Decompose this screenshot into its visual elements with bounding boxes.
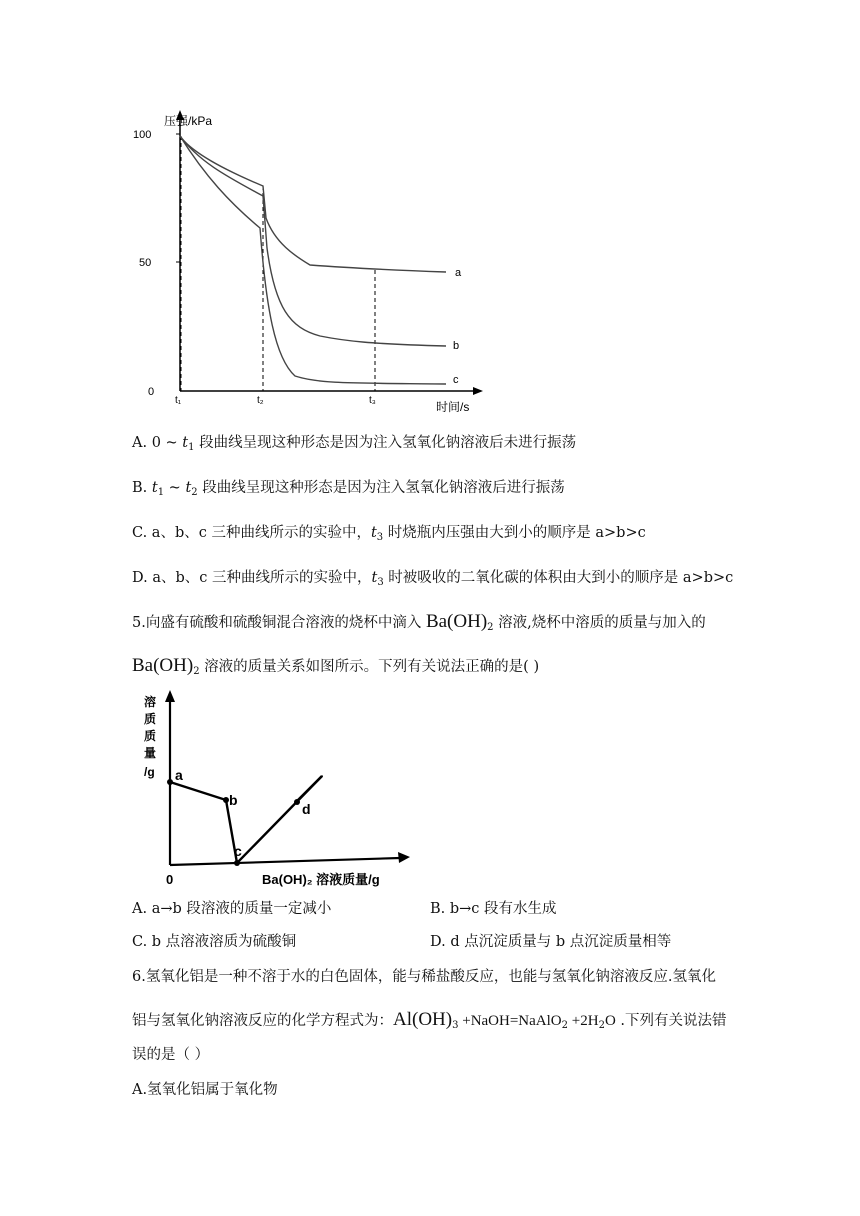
q4-c-text: 时烧瓶内压强由大到小的顺序是 a>b>c: [383, 525, 646, 541]
q6-eq-sub2: 2: [561, 1020, 569, 1031]
point-c: [234, 860, 240, 866]
q5-line1-suffix: 溶液,烧杯中溶质的质量与加入的: [493, 615, 706, 631]
point-a: [167, 779, 173, 785]
y-label-char-5: /g: [144, 765, 155, 779]
q4-a-var: t: [182, 435, 189, 451]
q5-option-a: A. a→b 段溶液的质量一定减小: [132, 901, 332, 917]
q4-option-b: [132, 478, 565, 503]
x-tick-t2: t₂: [257, 395, 264, 406]
data-line-c-d: [295, 776, 322, 803]
q4-c-prefix: C. a、b、c 三种曲线所示的实验中，: [132, 525, 371, 541]
q4-d-text: 时被吸收的二氧化碳的体积由大到小的顺序是 a>b>c: [383, 570, 734, 586]
q6-eq-sub3: 2: [598, 1020, 605, 1031]
point-label-a: a: [175, 767, 183, 783]
point-label-d: d: [302, 801, 311, 817]
q4-c-var: t: [370, 525, 377, 541]
q6-stem-line2: [132, 1010, 727, 1036]
q4-a-text: 段曲线呈现这种形态是因为注入氢氧化钠溶液后未进行振荡: [194, 435, 577, 451]
y-tick-label-100: 100: [133, 129, 152, 141]
q6-eq-part4: O: [604, 1013, 616, 1029]
x-axis-label: Ba(OH)₂ 溶液质量/g: [262, 872, 380, 887]
q5-formula-2-sub: 2: [193, 666, 200, 677]
point-d: [294, 799, 300, 805]
q5-formula-1: Ba(OH): [425, 611, 488, 632]
q6-eq-part2: +NaOH=NaAlO: [458, 1013, 562, 1029]
q4-d-sub: 3: [377, 577, 384, 588]
y-label-char-2: 质: [144, 712, 157, 726]
point-label-c: c: [234, 843, 242, 859]
q5-formula-1-sub: 2: [487, 622, 494, 633]
q4-b-mid: ~: [164, 480, 186, 496]
q5-formula-2: Ba(OH): [132, 655, 194, 676]
q6-stem-line3: 误的是（ ）: [132, 1047, 210, 1063]
q6-eq-sub1: 3: [452, 1020, 459, 1031]
q6-eq-part3: +2H: [568, 1013, 599, 1029]
curve-a: [180, 136, 446, 272]
data-line: [170, 776, 322, 863]
solute-mass-chart: [140, 688, 420, 893]
q5-stem-line2: [132, 656, 539, 682]
q4-option-d: [132, 568, 733, 593]
q6-line2-prefix: 铝与氢氧化钠溶液反应的化学方程式为：: [132, 1013, 393, 1029]
x-tick-t1: t₁: [175, 395, 182, 406]
y-label-char-1: 溶: [144, 695, 157, 709]
q4-b-prefix: B.: [132, 480, 152, 496]
q5-line2-suffix: 溶液的质量关系如图所示。下列有关说法正确的是( ): [199, 659, 540, 675]
q4-b-var1: t: [151, 480, 158, 496]
pressure-time-chart: [130, 108, 490, 418]
series-label-c: c: [453, 374, 459, 386]
x-tick-t3: t₃: [369, 395, 376, 406]
q6-option-a: A.氢氧化铝属于氧化物: [132, 1082, 278, 1098]
y-tick-label-0: 0: [148, 386, 155, 398]
x-axis-arrow: [473, 387, 483, 395]
q5-line1-prefix: 5.向盛有硫酸和硫酸铜混合溶液的烧杯中滴入: [132, 615, 426, 631]
series-label-b: b: [453, 340, 460, 352]
q4-d-var: t: [371, 570, 378, 586]
q4-b-var2: t: [185, 480, 192, 496]
q4-b-text: 段曲线呈现这种形态是因为注入氢氧化钠溶液后进行振荡: [197, 480, 565, 496]
point-label-b: b: [229, 792, 238, 808]
q4-a-sub: 1: [188, 442, 195, 453]
x-axis: [170, 858, 400, 865]
q6-stem-line1: 6.氢氧化铝是一种不溶于水的白色固体，能与稀盐酸反应，也能与氢氧化钠溶液反应.氢氧化: [132, 969, 716, 985]
y-axis-arrow: [165, 690, 175, 702]
curve-b: [180, 136, 446, 346]
q4-a-prefix: A. 0 ~: [132, 435, 183, 451]
origin-label: 0: [166, 872, 174, 887]
x-axis-label: 时间/s: [436, 400, 470, 414]
q5-option-d: D. d 点沉淀质量与 b 点沉淀质量相等: [430, 934, 672, 950]
q5-option-b: B. b→c 段有水生成: [430, 901, 557, 917]
curve-c: [180, 136, 446, 384]
q6-line2-suffix: .下列有关说法错: [615, 1013, 727, 1029]
y-axis-label: 压强/kPa: [164, 114, 213, 128]
q4-c-sub: 3: [376, 532, 384, 543]
q4-option-a: [132, 433, 576, 458]
q5-stem-line1: [132, 612, 706, 638]
q5-option-c: C. b 点溶液溶质为硫酸铜: [132, 934, 297, 950]
y-label-char-3: 质: [144, 729, 157, 743]
q4-b-sub1: 1: [157, 487, 165, 498]
q6-eq-part1: Al(OH): [393, 1009, 453, 1030]
y-label-char-4: 量: [144, 746, 157, 760]
y-tick-label-50: 50: [139, 257, 152, 269]
q4-d-prefix: D. a、b、c 三种曲线所示的实验中，: [132, 570, 372, 586]
x-axis-arrow: [398, 852, 410, 863]
q4-option-c: [132, 523, 646, 548]
series-label-a: a: [455, 267, 462, 279]
q4-b-sub2: 2: [191, 487, 198, 498]
